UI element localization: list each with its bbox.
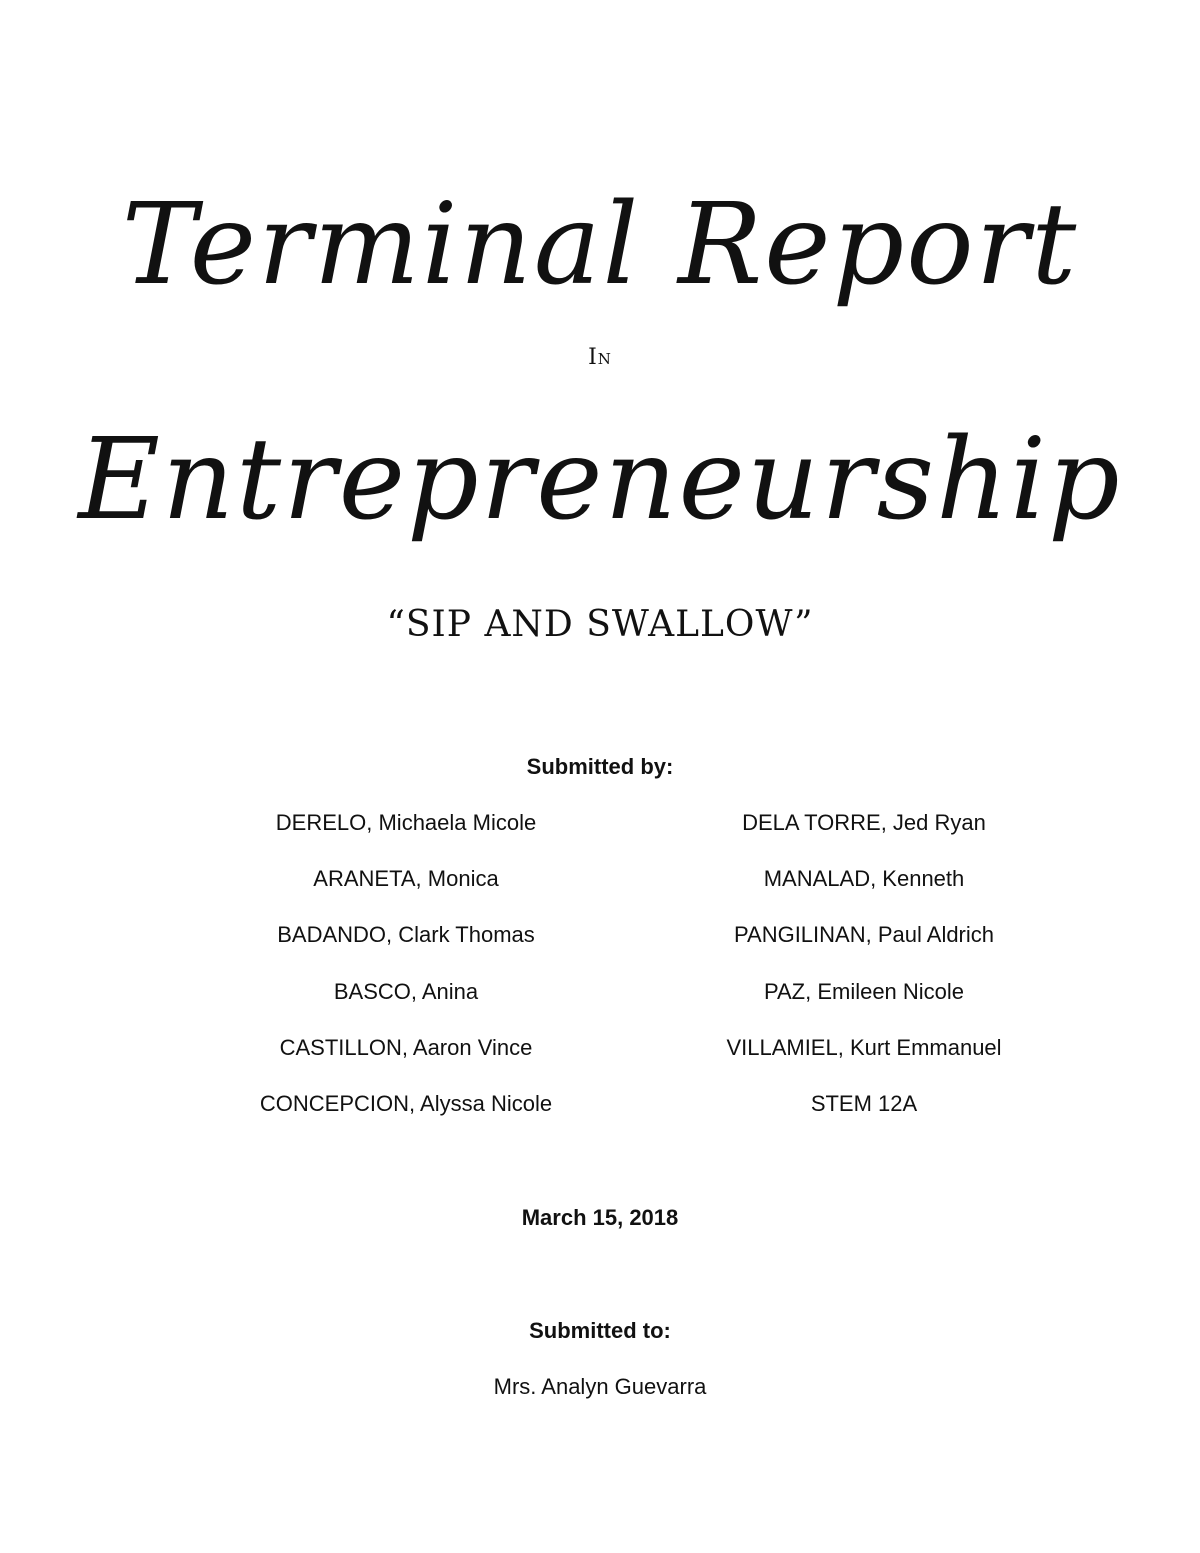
member-name: BADANDO, Clark Thomas — [277, 922, 535, 948]
members-right-column — [684, 808, 1044, 1145]
submission-date: March 15, 2018 — [521, 1205, 679, 1230]
submitted-by-label: Submitted by: — [526, 754, 674, 779]
members-left-column — [226, 808, 586, 1145]
member-name: MANALAD, Kenneth — [763, 866, 965, 892]
member-name: CASTILLON, Aaron Vince — [279, 1034, 533, 1060]
title-line-1: Terminal Report — [121, 180, 1079, 310]
teacher-name: Mrs. Analyn Guevarra — [493, 1374, 707, 1399]
member-name: CONCEPCION, Alyssa Nicole — [259, 1090, 553, 1116]
title-connector: In — [588, 345, 612, 370]
member-name: VILLAMIEL, Kurt Emmanuel — [726, 1034, 1002, 1060]
member-name: DELA TORRE, Jed Ryan — [742, 810, 986, 835]
submitted-to-label: Submitted to: — [529, 1318, 671, 1343]
member-name: PANGILINAN, Paul Aldrich — [733, 922, 995, 948]
member-name: PAZ, Emileen Nicole — [763, 978, 965, 1004]
section-name: STEM 12A — [810, 1090, 918, 1116]
member-name: ARANETA, Monica — [313, 866, 499, 892]
member-name: DERELO, Michaela Micole — [275, 810, 537, 835]
title-line-2: Entrepreneurship — [78, 415, 1122, 545]
member-name: BASCO, Anina — [333, 978, 479, 1004]
project-name: “SIP AND SWALLOW” — [386, 604, 814, 645]
